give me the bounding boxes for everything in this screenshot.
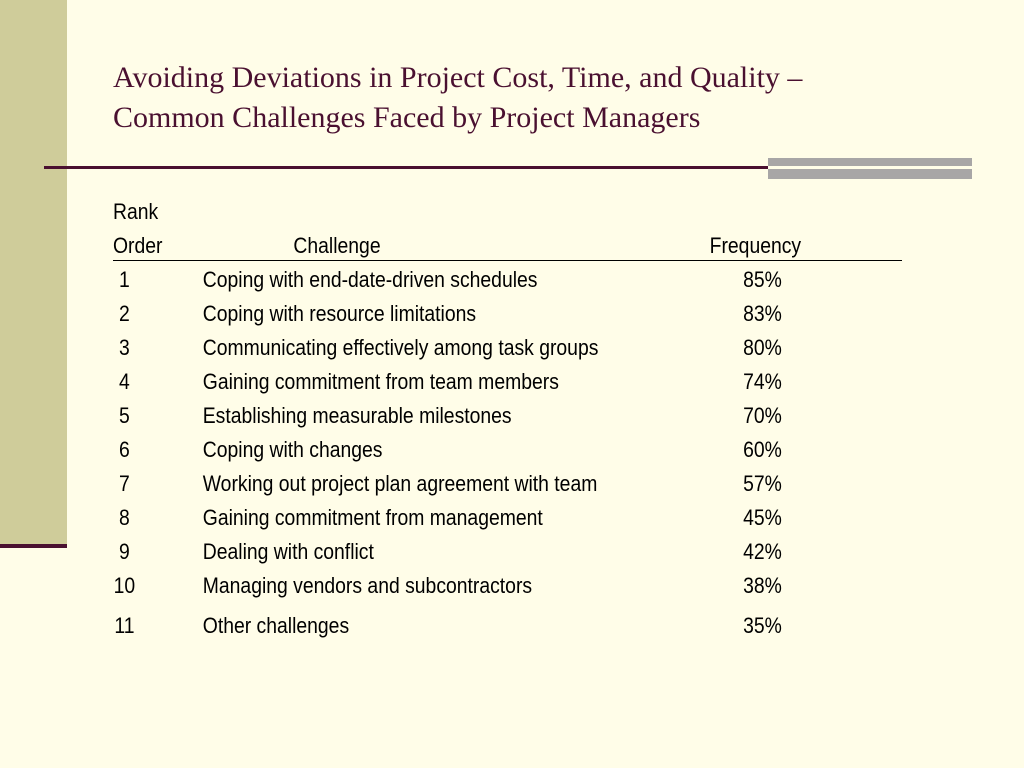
rank-cell: 5	[119, 403, 130, 428]
challenge-cell: Coping with resource limitations	[202, 301, 477, 326]
challenge-cell: Communicating effectively among task groups	[202, 335, 599, 360]
frequency-cell: 85%	[743, 267, 782, 292]
rank-cell: 1	[119, 267, 130, 292]
left-accent-bar	[0, 0, 67, 545]
frequency-cell: 60%	[743, 437, 782, 462]
challenge-cell: Gaining commitment from management	[202, 505, 543, 530]
challenge-cell: Gaining commitment from team members	[202, 369, 559, 394]
rank-cell: 11	[114, 613, 135, 638]
header-order-label: Order	[113, 233, 163, 258]
frequency-cell: 45%	[743, 505, 782, 530]
header-rank-label: Rank	[113, 199, 159, 224]
slide-title-line-1: Avoiding Deviations in Project Cost, Time, and Quality –	[113, 61, 803, 94]
table-header-underline	[113, 260, 902, 261]
slide-title	[113, 58, 993, 138]
rank-cell: 2	[119, 301, 130, 326]
challenge-cell: Dealing with conflict	[202, 539, 374, 564]
frequency-cell: 57%	[743, 471, 782, 496]
challenge-cell: Coping with changes	[202, 437, 383, 462]
challenge-cell: Coping with end-date-driven schedules	[202, 267, 538, 292]
rank-cell: 3	[119, 335, 130, 360]
title-divider-accent-gap	[768, 166, 972, 169]
frequency-cell: 35%	[743, 613, 782, 638]
slide-title-line-2: Common Challenges Faced by Project Managers	[113, 101, 701, 134]
rank-cell: 7	[119, 471, 130, 496]
frequency-cell: 80%	[743, 335, 782, 360]
rank-cell: 6	[119, 437, 130, 462]
header-frequency-label: Frequency	[709, 233, 802, 258]
challenge-cell: Other challenges	[202, 613, 350, 638]
left-accent-rule	[0, 544, 67, 548]
rank-cell: 4	[119, 369, 130, 394]
frequency-cell: 70%	[743, 403, 782, 428]
title-divider	[44, 166, 768, 169]
challenge-cell: Establishing measurable milestones	[202, 403, 512, 428]
rank-cell: 8	[119, 505, 130, 530]
rank-cell: 9	[119, 539, 130, 564]
challenge-cell: Managing vendors and subcontractors	[202, 573, 533, 598]
header-challenge-label: Challenge	[293, 233, 381, 258]
frequency-cell: 42%	[743, 539, 782, 564]
frequency-cell: 74%	[743, 369, 782, 394]
frequency-cell: 83%	[743, 301, 782, 326]
rank-cell: 10	[113, 573, 136, 598]
frequency-cell: 38%	[743, 573, 782, 598]
challenge-cell: Working out project plan agreement with team	[202, 471, 598, 496]
